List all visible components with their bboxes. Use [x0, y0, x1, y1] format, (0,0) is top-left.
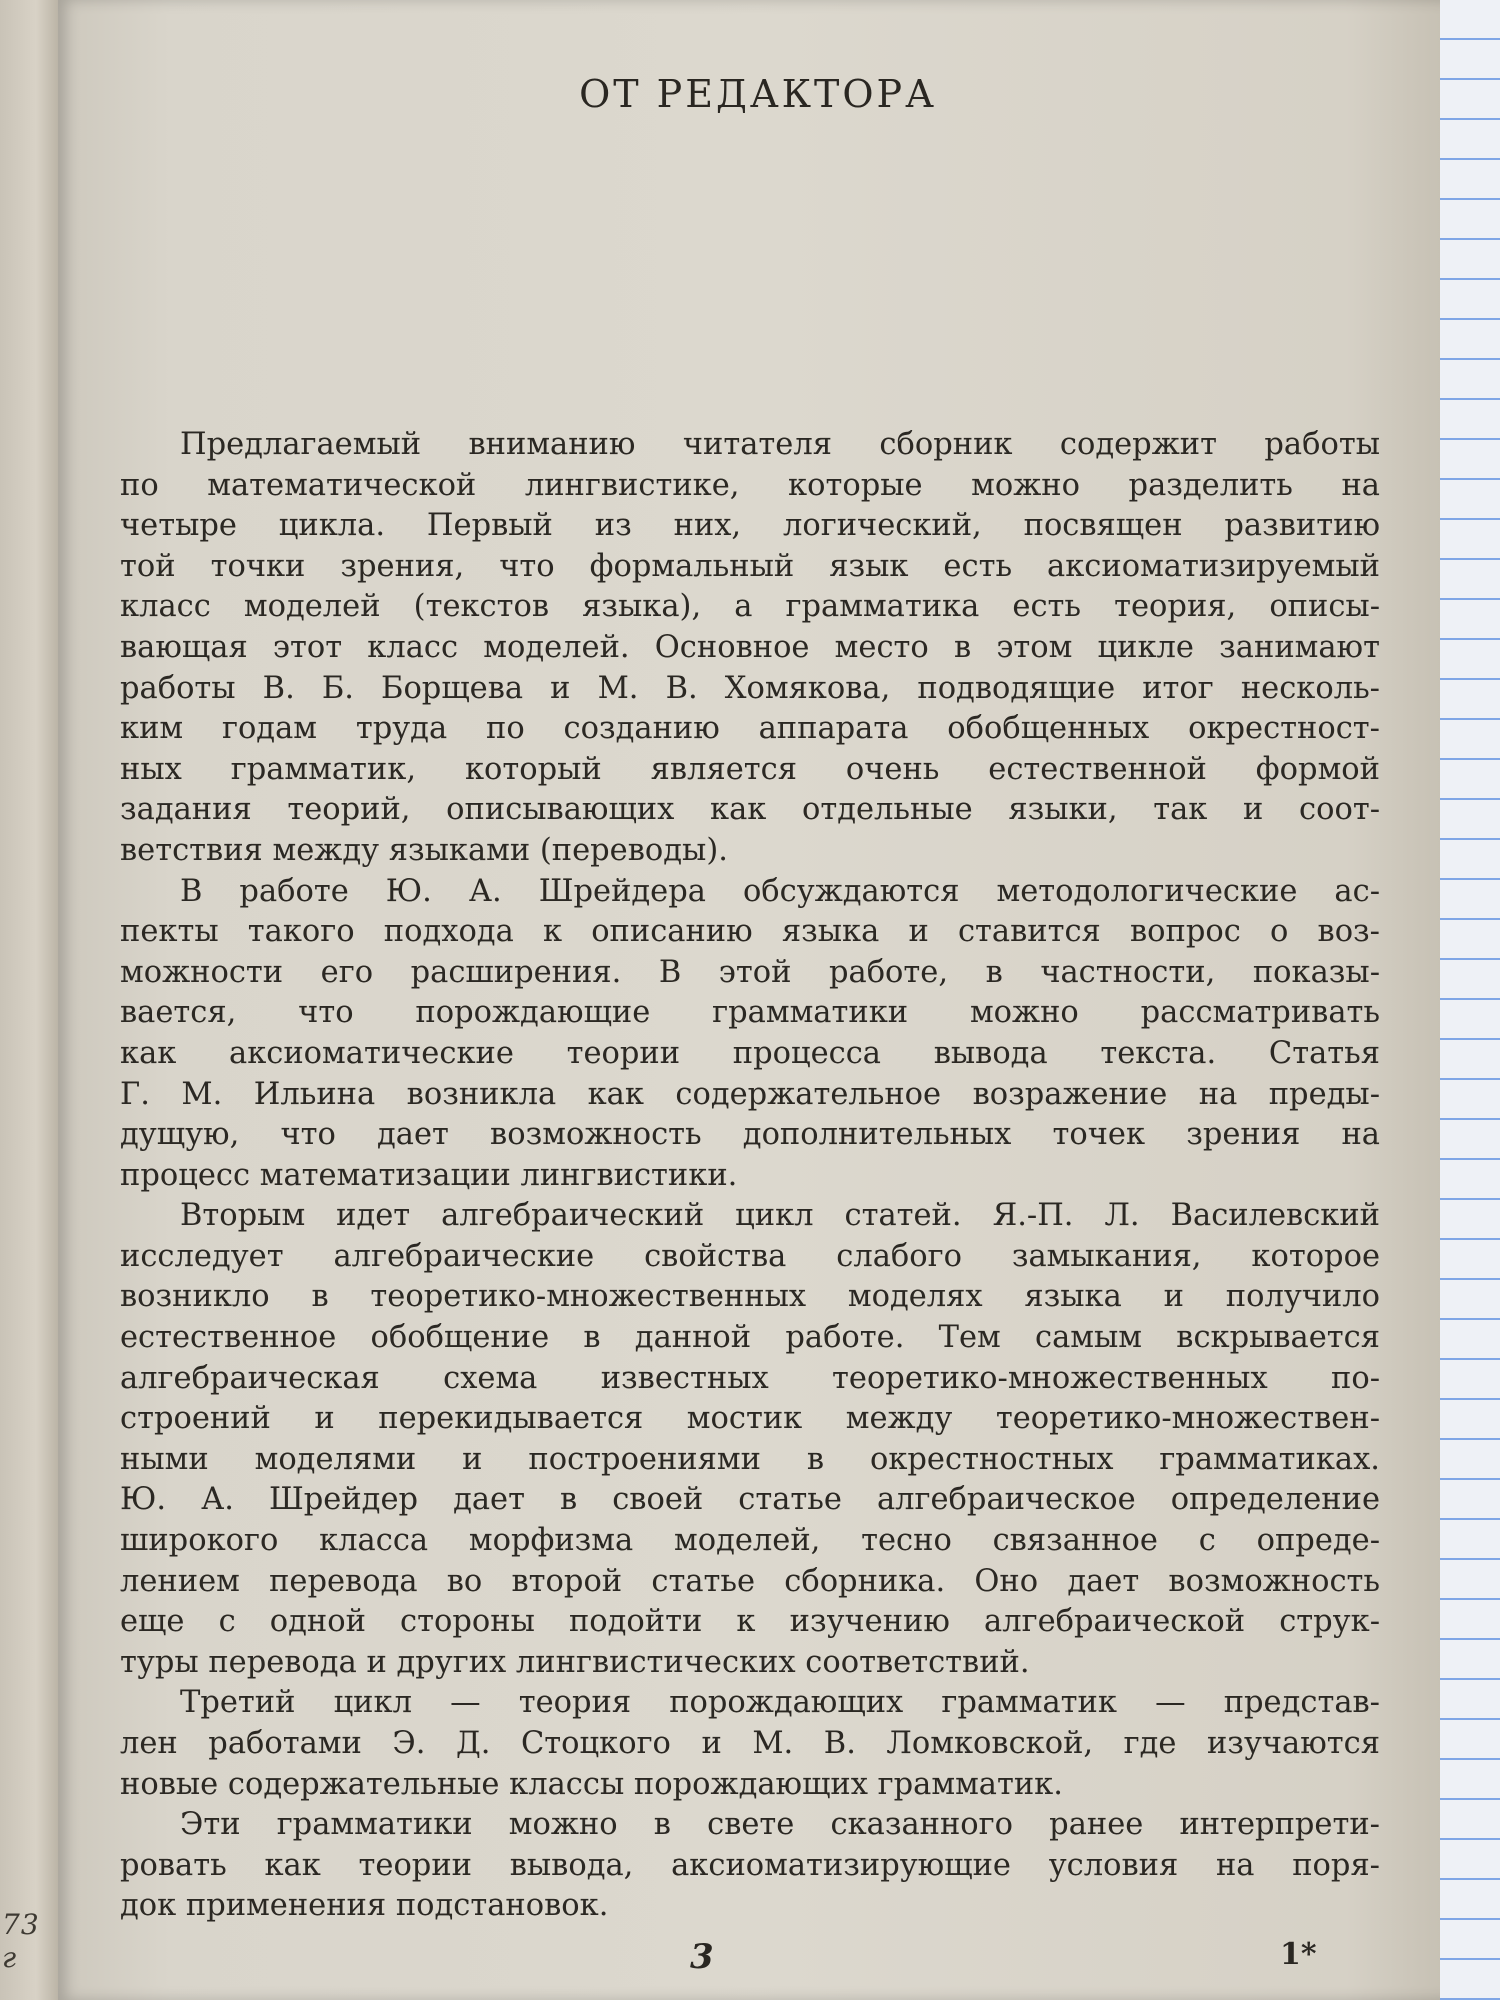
left-page-fragment: 73 г: [2, 1908, 40, 1974]
text-line: Предлагаемый вниманию читателя сборник содержит работы: [180, 427, 1380, 462]
notebook-paper: [1440, 0, 1500, 2000]
text-line: новые содержательные классы порождающих грамматик.: [120, 1766, 1063, 1802]
text-line: той точки зрения, что формальный язык есть аксиоматизируемый: [120, 548, 1380, 584]
text-line: возникло в теоретико-множественных моделях языка и получило: [120, 1279, 1380, 1315]
text-line: еще с одной стороны подойти к изучению алгебраической струк-: [120, 1604, 1380, 1640]
text-line: вается, что порождающие грамматики можно рассматривать: [120, 995, 1380, 1031]
text-line: как аксиоматические теории процесса вывода текста. Статья: [120, 1035, 1380, 1071]
text-line: ных грамматик, который является очень естественной формой: [120, 751, 1380, 787]
text-line: дущую, что дает возможность дополнительных точек зрения на: [120, 1117, 1380, 1153]
text-line: Эти грамматики можно в свете сказанного ранее интерпрети-: [180, 1807, 1380, 1843]
text-line: класс моделей (текстов языка), а грамматика есть теория, описы-: [120, 589, 1380, 625]
text-line: задания теорий, описывающих как отдельные языки, так и соот-: [120, 792, 1380, 828]
text-line: ровать как теории вывода, аксиоматизирующие условия на поря-: [120, 1847, 1380, 1883]
text-line: лен работами Э. Д. Стоцкого и М. В. Ломковской, где изучаются: [120, 1726, 1380, 1761]
text-line: В работе Ю. А. Шрейдера обсуждаются методологические ас-: [180, 873, 1380, 909]
text-line: Вторым идет алгебраический цикл статей. Я.-П. Л. Василевский: [180, 1198, 1380, 1234]
text-line: туры перевода и других лингвистических соответствий.: [120, 1644, 1030, 1680]
body-text: [120, 425, 1380, 1927]
text-line: можности его расширения. В этой работе, в частности, показы-: [120, 954, 1380, 990]
text-line: по математической лингвистике, которые можно разделить на: [120, 467, 1380, 503]
left-page-edge: [0, 0, 60, 2000]
text-line: четыре цикла. Первый из них, логический, посвящен развитию: [120, 508, 1380, 544]
text-line: ными моделями и построениями в окрестностных грамматиках.: [120, 1441, 1380, 1477]
text-line: работы В. Б. Борщева и М. В. Хомякова, подводящие итог несколь-: [120, 670, 1380, 706]
text-line: алгебраическая схема известных теоретико-множественных по-: [120, 1360, 1380, 1396]
text-line: ветствия между языками (переводы).: [120, 832, 728, 868]
signature-mark: 1*: [1280, 1937, 1317, 1972]
text-line: процесс математизации лингвистики.: [120, 1157, 738, 1193]
text-line: естественное обобщение в данной работе. Тем самым вскрывается: [120, 1320, 1380, 1356]
text-line: Ю. А. Шрейдер дает в своей статье алгебраическое определение: [120, 1482, 1380, 1518]
text-line: лением перевода во второй статье сборника. Оно дает возможность: [120, 1563, 1380, 1599]
text-line: Третий цикл — теория порождающих грамматик — представ-: [180, 1685, 1380, 1721]
text-line: вающая этот класс моделей. Основное место в этом цикле занимают: [120, 629, 1380, 665]
text-line: широкого класса морфизма моделей, тесно связанное с опреде-: [120, 1523, 1380, 1559]
text-line: строений и перекидывается мостик между теоретико-множествен-: [120, 1401, 1380, 1437]
text-line: Г. М. Ильина возникла как содержательное возражение на преды-: [120, 1076, 1380, 1112]
text-line: пекты такого подхода к описанию языка и ставится вопрос о воз-: [120, 914, 1380, 950]
page-title: ОТ РЕДАКТОРА: [579, 72, 937, 116]
text-line: ким годам труда по созданию аппарата обобщенных окрестност-: [120, 711, 1380, 747]
page-number: 3: [690, 1937, 714, 1977]
text-line: исследует алгебраические свойства слабого замыкания, которое: [120, 1238, 1380, 1274]
text-line: док применения подстановок.: [120, 1888, 609, 1924]
book-page: [58, 0, 1458, 2000]
